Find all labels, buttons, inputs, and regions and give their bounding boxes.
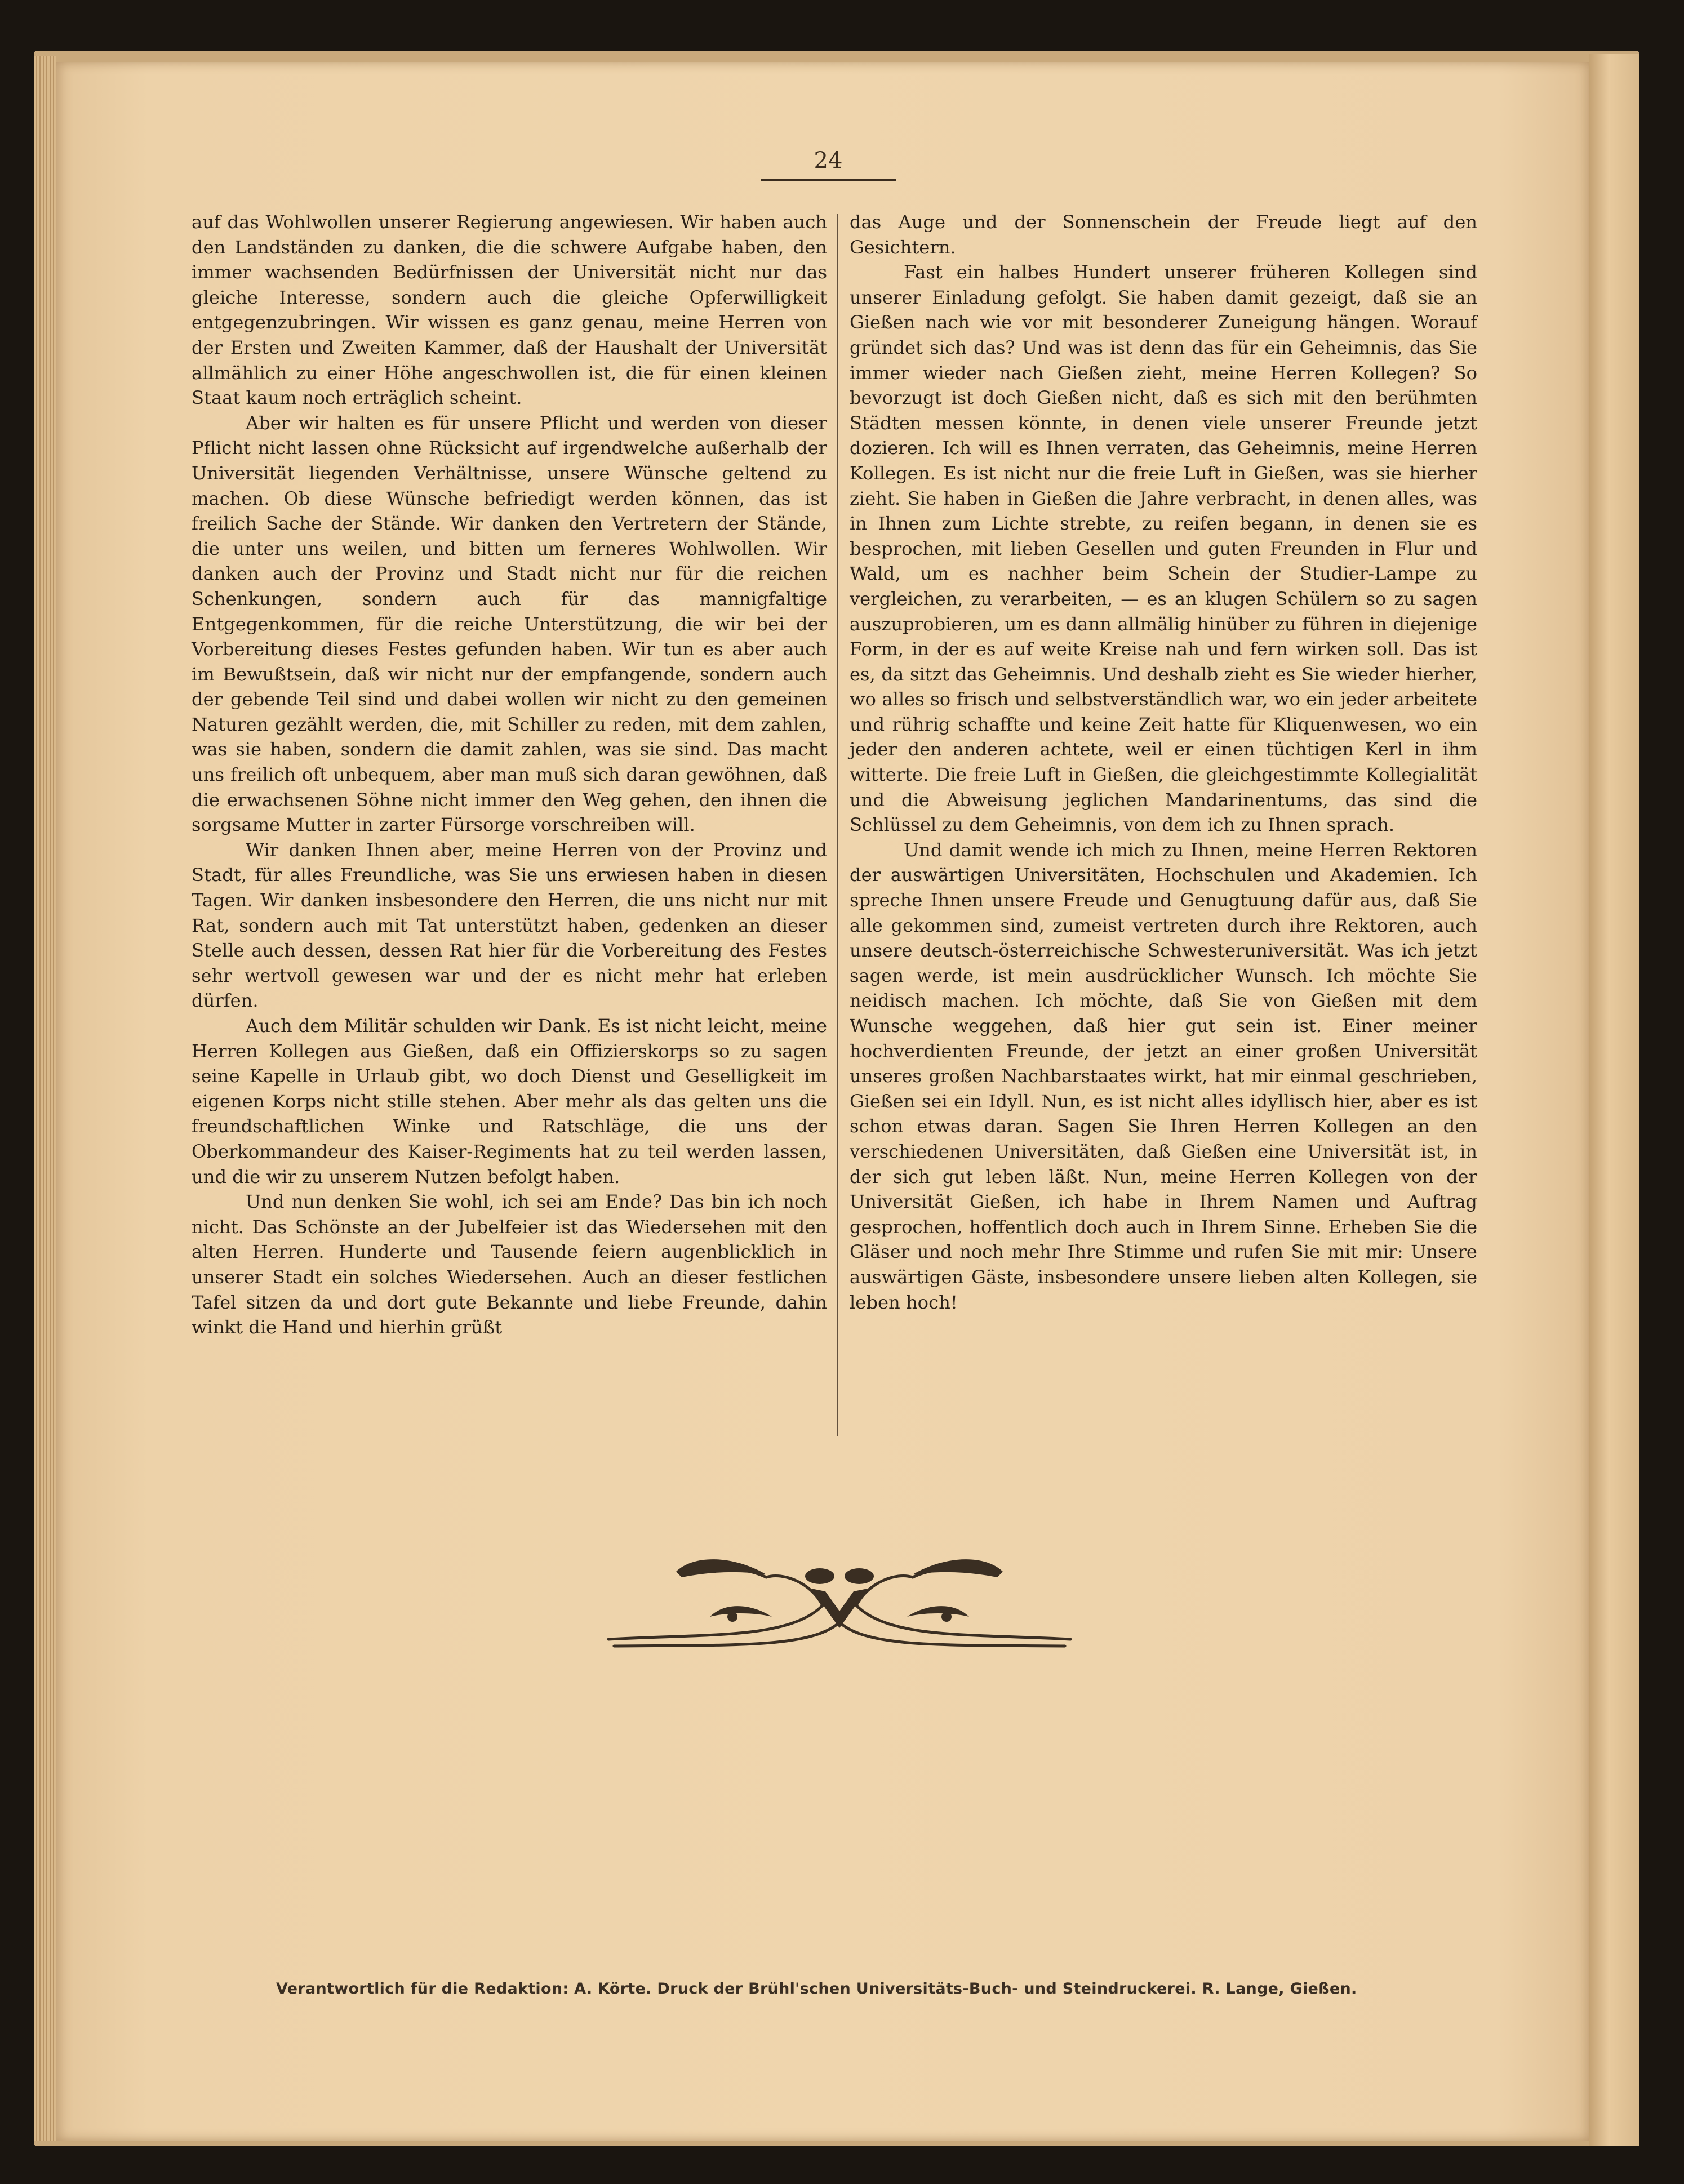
paragraph: auf das Wohlwollen unserer Regierung angewiesen. Wir haben auch den Landständen zu danken, die die schwere Aufgabe haben, den immer wachsenden Bedürfnissen der Universität nicht nur das gleiche Interesse, sondern auch die gleiche Opferwilligkeit entgegenzubringen. Wir wissen es ganz genau, meine Herren von der Ersten und Zweiten Kammer, daß der Haushalt der Universität allmählich zu einer Höhe angeschwollen ist, die für einen kleinen Staat kaum noch erträglich scheint. [192, 211, 827, 409]
right-column [850, 210, 1477, 1315]
paragraph: Fast ein halbes Hundert unserer früheren Kollegen sind unserer Einladung gefolgt. Sie haben damit gezeigt, daß sie an Gießen nach wie vor mit besonderer Zuneigung hängen. Worauf gründet sich das? Und was ist denn das für ein Geheimnis, das Sie immer wieder nach Gießen zieht, meine Herren Kollegen? So bevorzugt ist doch Gießen nicht, daß es sich mit den berühmten Städten messen könnte, in denen viele unserer Freunde jetzt dozieren. Ich will es Ihnen verraten, das Geheimnis, meine Herren Kollegen. Es ist nicht nur die freie Luft in Gießen, was sie hierher zieht. Sie haben in Gießen die Jahre verbracht, in denen alles, was in Ihnen zum Lichte strebte, zu reifen begann, in denen sie es besprochen, mit lieben Gesellen und guten Freunden in Flur und Wald, um es nachher beim Schein der Studier-Lampe zu vergleichen, zu verarbeiten, — es an klugen Schülern so zu sagen auszuprobieren, um es dann allmälig hinüber zu führen in diejenige Form, in der es auf weite Kreise nah und fern wirken soll. Das ist es, da sitzt das Geheimnis. Und deshalb zieht es Sie wieder hierher, wo alles so frisch und selbstverständlich war, wo ein jeder arbeitete und rührig schaffte und keine Zeit hatte für Kliquenwesen, wo ein jeder den anderen achtete, weil er einen tüchtigen Kerl in ihm witterte. Die freie Luft in Gießen, die gleichgestimmte Kollegialität und die Abweisung jeglichen Mandarinentums, das sind die Schlüssel zu dem Geheimnis, von dem ich zu Ihnen sprach. [850, 261, 1477, 836]
floral-ornament-icon [597, 1549, 1082, 1656]
paragraph: Und damit wende ich mich zu Ihnen, meine Herren Rektoren der auswärtigen Universitäten, Hochschulen und Akademien. Ich spreche Ihnen unsere Freude und Genugtuung dafür aus, daß Sie alle gekommen sind, zumeist vertreten durch ihre Rektoren, auch unsere deutsch-österreichische Schwesteruniversität. Was ich jetzt sagen werde, ist mein ausdrücklicher Wunsch. Ich möchte Sie neidisch machen. Ich möchte, daß Sie von Gießen mit dem Wunsche weggehen, daß hier gut sein ist. Einer meiner hochverdienten Freunde, der jetzt an einer großen Universität unseres großen Nachbarstaates wirkt, hat mir einmal geschrieben, Gießen sei ein Idyll. Nun, es ist nicht alles idyllisch hier, aber es ist schon etwas daran. Sagen Sie Ihren Herren Kollegen an den verschiedenen Universitäten, daß Gießen eine Universität ist, in der sich gut leben läßt. Nun, meine Herren Kollegen von der Universität Gießen, ich habe in Ihrem Namen und Auftrag gesprochen, hoffentlich doch auch in Ihrem Sinne. Erheben Sie die Gläser und noch mehr Ihre Stimme und rufen Sie mit mir: Unsere auswärtigen Gäste, insbesondere unsere lieben alten Kollegen, sie leben hoch! [850, 839, 1477, 1313]
next-page-edge [1589, 54, 1639, 2146]
paragraph: das Auge und der Sonnenschein der Freude liegt auf den Gesichtern. [850, 211, 1477, 258]
paragraph: Und nun denken Sie wohl, ich sei am Ende? Das bin ich noch nicht. Das Schönste an der Jubelfeier ist das Wiedersehen mit den alten Herren. Hunderte und Tausende feiern augenblicklich in unserer Stadt ein solches Wiedersehen. Auch an dieser festlichen Tafel sitzen da und dort gute Bekannte und liebe Freunde, dahin winkt die Hand und hierhin grüßt [192, 1191, 827, 1338]
paragraph: Aber wir halten es für unsere Pflicht und werden von dieser Pflicht nicht lassen ohne Rücksicht auf irgendwelche außerhalb der Universität liegenden Verhältnisse, unsere Wünsche geltend zu machen. Ob diese Wünsche befriedigt werden können, das ist freilich Sache der Stände. Wir danken den Vertretern der Stände, die unter uns weilen, und bitten um ferneres Wohlwollen. Wir danken auch der Provinz und Stadt nicht nur für die reichen Schenkungen, sondern auch für das mannigfaltige Entgegenkommen, für die reiche Unterstützung, die wir bei der Vorbereitung dieses Festes gefunden haben. Wir tun es aber auch im Bewußtsein, daß wir nicht nur der empfangende, sondern auch der gebende Teil sind und dabei wollen wir nicht zu den gemeinen Naturen gezählt werden, die, mit Schiller zu reden, mit dem zahlen, was sie haben, sondern die damit zahlen, was sie sind. Das macht uns freilich oft unbequem, aber man muß sich daran gewöhnen, daß die erwachsenen Söhne nicht immer den Weg gehen, den ihnen die sorgsame Mutter in zarter Fürsorge vorschreiben will. [192, 412, 827, 836]
left-column [192, 210, 827, 1340]
paragraph: Auch dem Militär schulden wir Dank. Es ist nicht leicht, meine Herren Kollegen aus Gießen, daß ein Offizierskorps so zu sagen seine Kapelle in Urlaub gibt, wo doch Dienst und Geselligkeit im eigenen Korps nicht stille stehen. Aber mehr als das gelten uns die freundschaftlichen Winke und Ratschläge, die uns der Oberkommandeur des Kaiser-Regiments hat zu teil werden lassen, und die wir zu unserem Nutzen befolgt haben. [192, 1015, 827, 1187]
imprint-footer: Verantwortlich für die Redaktion: A. Körte. Druck der Brühl'schen Universitäts-Buch- und Steindruckerei. R. Lange, Gießen. [276, 1980, 1357, 1998]
page-edges [34, 56, 56, 2141]
page-number: 24 [814, 148, 843, 174]
column-divider [837, 214, 838, 1436]
page-number-rule [761, 179, 896, 181]
paragraph: Wir danken Ihnen aber, meine Herren von der Provinz und Stadt, für alles Freundliche, was Sie uns erwiesen haben in diesen Tagen. Wir danken insbesondere den Herren, die uns nicht nur mit Rat, sondern auch mit Tat unterstützt haben, gedenken an dieser Stelle auch dessen, dessen Rat hier für die Vorbereitung des Festes sehr wertvoll gewesen war und der es nicht mehr hat erleben dürfen. [192, 839, 827, 1012]
